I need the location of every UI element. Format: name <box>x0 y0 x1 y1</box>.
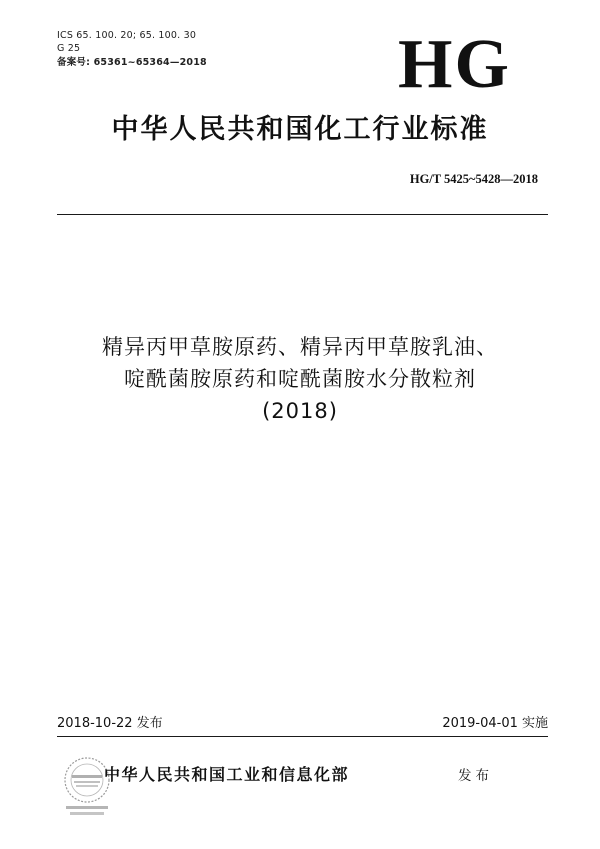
filing-number: 备案号: 65361~65364—2018 <box>57 57 207 68</box>
standard-code: HG/T 5425~5428—2018 <box>409 172 538 186</box>
ics-code: ICS 65. 100. 20; 65. 100. 30 <box>57 30 197 41</box>
issue-date: 2018-10-22 发布 <box>57 716 163 731</box>
implementation-date: 2019-04-01 实施 <box>442 716 548 731</box>
document-title-year: (2018) <box>262 399 338 423</box>
stamp-seal-icon <box>58 754 116 818</box>
issue-label: 发布 <box>458 768 493 784</box>
issuing-authority: 中华人民共和国工业和信息化部 <box>104 765 350 784</box>
ccs-code: G 25 <box>57 43 81 54</box>
document-title-line-1: 精异丙甲草胺原药、精异丙甲草胺乳油、 <box>102 335 498 359</box>
standard-category-title: 中华人民共和国化工行业标准 <box>111 114 489 145</box>
hg-logo: HG <box>398 26 511 103</box>
bottom-divider <box>57 736 548 737</box>
top-divider <box>57 214 548 215</box>
document-title-line-2: 啶酰菌胺原药和啶酰菌胺水分散粒剂 <box>124 367 476 391</box>
